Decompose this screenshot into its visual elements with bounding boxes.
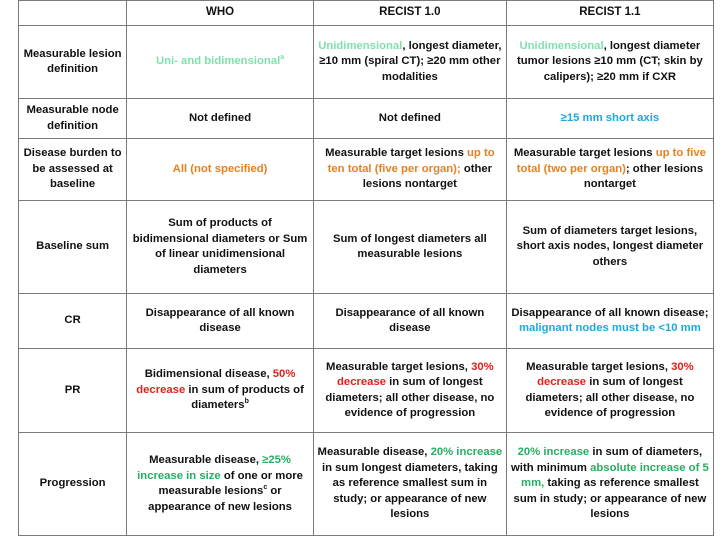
highlighted-text: 50% decrease — [136, 368, 296, 396]
cell-text: Measurable target lesions — [513, 147, 656, 160]
header-who: WHO — [127, 1, 314, 26]
cell-text: Measurable target lesions, — [326, 360, 472, 373]
cell-who — [127, 349, 314, 433]
row-label: CR — [19, 294, 127, 349]
cell-text: of one or more measurable lesions — [158, 469, 303, 497]
cell-recist-1-1 — [506, 294, 713, 349]
highlighted-text: Uni- and bidimensional — [155, 55, 281, 68]
cell-recist-1-0 — [313, 26, 506, 99]
header-empty — [19, 1, 127, 26]
cell-text: ; other lesions nontarget — [583, 162, 704, 191]
row-label: Progression — [19, 433, 127, 536]
table-row — [19, 99, 714, 139]
highlighted-text: up to five total (two per organ) — [516, 147, 706, 175]
cell-text: in sum longest diameters, taking as reference smallest sum in study; or appearance of new lesions — [321, 461, 498, 521]
cell-text: Bidimensional disease, — [144, 368, 273, 381]
cell-who — [127, 99, 314, 139]
cell-recist-1-0 — [313, 201, 506, 294]
cell-text: in sum of longest diameters; all other disease, no evidence of progression — [525, 376, 695, 419]
highlighted-text: ≥25% increase in size — [137, 454, 291, 482]
cell-recist-1-0 — [313, 349, 506, 433]
table-row — [19, 201, 714, 294]
cell-recist-1-1 — [506, 433, 713, 536]
cell-recist-1-1 — [506, 99, 713, 139]
cell-text: Disappearance of all known disease — [145, 306, 295, 334]
cell-who — [127, 294, 314, 349]
cell-text: Measurable disease, — [317, 446, 431, 459]
table-row — [19, 433, 714, 536]
cell-who — [127, 26, 314, 99]
table-row — [19, 294, 714, 349]
cell-recist-1-1 — [506, 139, 713, 201]
row-label: Disease burden to be assessed at baseline — [19, 139, 127, 201]
cell-text: in sum of diameters, with minimum — [511, 446, 703, 474]
cell-text: Measurable disease, — [149, 454, 263, 466]
highlighted-text: 30% decrease — [537, 360, 694, 388]
cell-text: Disappearance of all known disease; — [511, 306, 709, 319]
highlighted-text: Unidimensional — [318, 39, 403, 52]
cell-recist-1-0 — [313, 294, 506, 349]
cell-recist-1-1 — [506, 349, 713, 433]
cell-recist-1-0 — [313, 139, 506, 201]
cell-text: or appearance of new lesions — [148, 485, 292, 513]
cell-text: in sum of longest diameters; all other disease, no evidence of progression — [325, 376, 495, 419]
row-label: PR — [19, 349, 127, 433]
cell-recist-1-0 — [313, 433, 506, 536]
footnote-marker: a — [280, 54, 285, 62]
highlighted-text: 20% increase — [430, 446, 503, 459]
header-row — [19, 1, 714, 26]
cell-text: Measurable target lesions — [325, 147, 467, 160]
row-label: Measurable lesion definition — [19, 26, 127, 99]
highlighted-text: Unidimensional — [519, 39, 604, 52]
cell-text: , longest diameter tumor lesions ≥10 mm (CT; skin by calipers); ≥20 mm if CXR — [517, 39, 703, 83]
highlighted-text: malignant nodes must be <10 mm — [519, 322, 701, 334]
cell-text: Sum of longest diameters all measurable lesions — [332, 232, 487, 260]
cell-text: Measurable target lesions, — [526, 360, 672, 373]
highlighted-text: ≥15 mm short axis — [560, 111, 660, 124]
highlighted-text: 20% increase — [517, 446, 590, 459]
cell-text: Disappearance of all known disease — [335, 306, 485, 334]
cell-who — [127, 139, 314, 201]
cell-recist-1-0 — [313, 99, 506, 139]
table-row — [19, 26, 714, 99]
cell-recist-1-1 — [506, 26, 713, 99]
highlighted-text: up to ten total (five per organ); — [327, 147, 495, 175]
cell-text: other lesions nontarget — [362, 162, 493, 191]
cell-text: taking as reference smallest sum in study; or appearance of new lesions — [513, 477, 707, 521]
highlighted-text: absolute increase of 5 mm, — [521, 461, 709, 490]
recist-comparison-table — [18, 0, 714, 536]
table-row — [19, 139, 714, 201]
cell-text: in sum of products of diameters — [185, 383, 304, 412]
cell-who — [127, 433, 314, 536]
row-label: Measurable node definition — [19, 99, 127, 139]
header-recist-1-0: RECIST 1.0 — [313, 1, 506, 26]
cell-who — [127, 201, 314, 294]
footnote-marker: b — [244, 398, 249, 406]
cell-text: Sum of products of bidimensional diameters or Sum of linear unidimensional diameters — [132, 217, 308, 276]
table-row — [19, 349, 714, 433]
header-recist-1-1: RECIST 1.1 — [506, 1, 713, 26]
highlighted-text: 30% decrease — [337, 360, 494, 388]
row-label: Baseline sum — [19, 201, 127, 294]
footnote-marker: c — [263, 484, 268, 492]
cell-recist-1-1 — [506, 201, 713, 294]
highlighted-text: All (not specified) — [172, 162, 268, 175]
cell-text: Sum of diameters target lesions, short axis nodes, longest diameter others — [516, 224, 704, 268]
cell-text: Not defined — [378, 111, 441, 124]
cell-text: Not defined — [188, 111, 252, 124]
cell-text: , longest diameter, ≥10 mm (spiral CT); ≥20 mm other modalities — [319, 39, 502, 83]
